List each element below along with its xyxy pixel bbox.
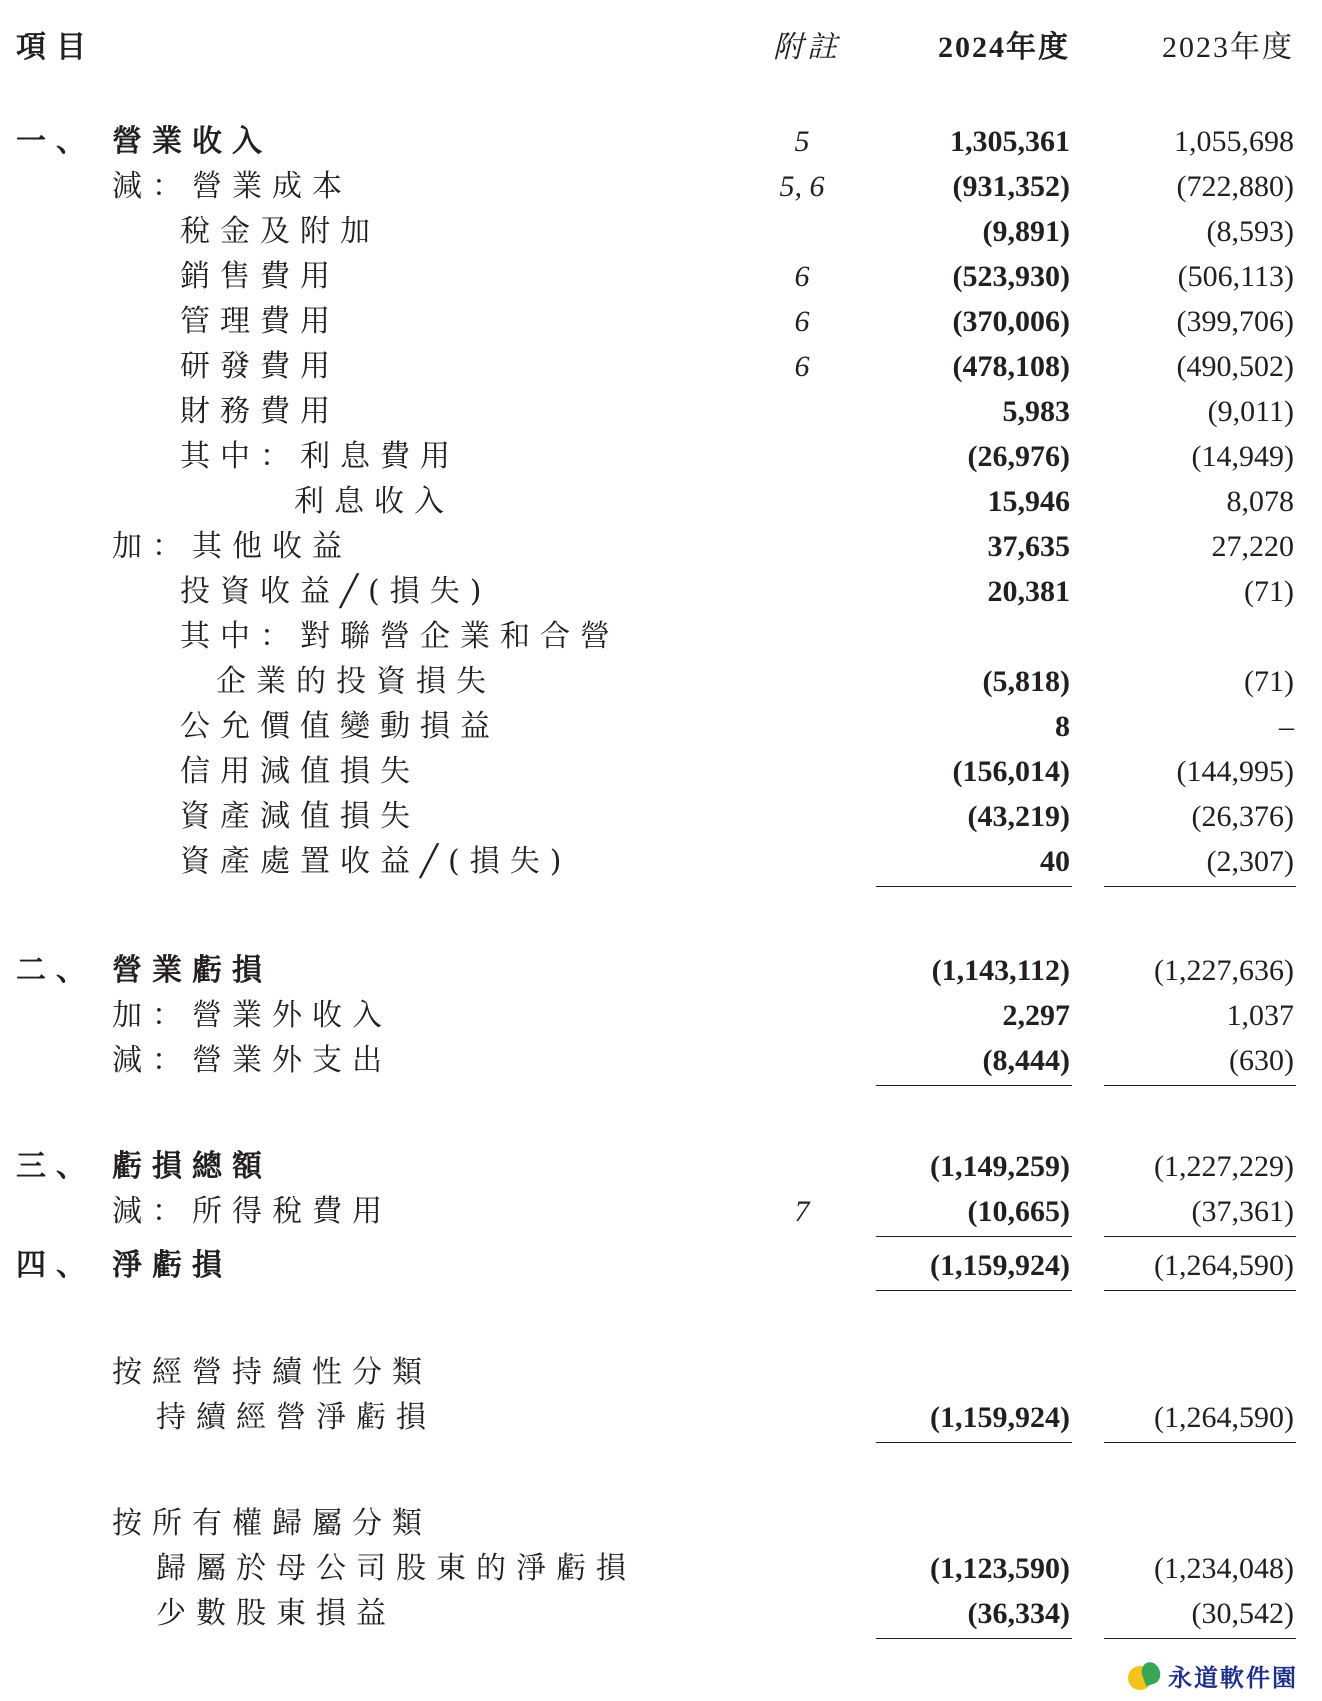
- row-label: 加：其他收益: [112, 529, 352, 564]
- row-number: 三、: [16, 1149, 96, 1184]
- value-2023: (30,542): [1191, 1597, 1294, 1630]
- underline-2023: [1104, 1638, 1296, 1639]
- underline-2023: [1104, 1442, 1296, 1443]
- row-label: 信用減值損失: [180, 754, 420, 789]
- row-note: 6: [794, 260, 810, 293]
- row-label: 財務費用: [180, 394, 340, 429]
- row-note: 5: [794, 125, 810, 158]
- value-2024: (5,818): [982, 665, 1070, 698]
- row-label: 減：所得稅費用: [112, 1194, 392, 1229]
- value-2024: 37,635: [987, 530, 1070, 563]
- value-2024: (523,930): [952, 260, 1070, 293]
- row-label: 減：營業成本: [112, 169, 352, 204]
- row-label: 虧損總額: [112, 1149, 272, 1184]
- value-2024: 5,983: [1002, 395, 1070, 428]
- row-number: 四、: [16, 1248, 96, 1283]
- watermark-text: 永道軟件園: [1168, 1663, 1298, 1692]
- value-2024: 20,381: [987, 575, 1070, 608]
- value-2023: (8,593): [1206, 215, 1294, 248]
- value-2024: (1,149,259): [930, 1150, 1070, 1183]
- row-label: 其中：對聯營企業和合營: [180, 619, 620, 654]
- value-2024: (10,665): [967, 1195, 1070, 1228]
- underline-2023: [1104, 1236, 1296, 1237]
- value-2023: (399,706): [1176, 305, 1294, 338]
- value-2023: (26,376): [1191, 800, 1294, 833]
- header-year-current: 2024年度: [938, 31, 1070, 64]
- underline-2024: [876, 1638, 1072, 1639]
- value-2024: (9,891): [982, 215, 1070, 248]
- row-label: 按經營持續性分類: [112, 1355, 432, 1390]
- value-2023: (1,227,636): [1154, 954, 1294, 987]
- value-2024: (43,219): [967, 800, 1070, 833]
- row-label: 其中：利息費用: [180, 439, 460, 474]
- row-note: 7: [794, 1195, 810, 1228]
- row-label: 研發費用: [180, 349, 340, 384]
- underline-2024: [876, 1085, 1072, 1086]
- row-label: 投資收益╱(損失): [180, 574, 492, 609]
- value-2023: (1,264,590): [1154, 1401, 1294, 1434]
- underline-2023: [1104, 1290, 1296, 1291]
- value-2024: 15,946: [987, 485, 1070, 518]
- row-label: 資產減值損失: [180, 799, 420, 834]
- underline-2024: [876, 886, 1072, 887]
- header-note: 附註: [773, 31, 841, 64]
- underline-2023: [1104, 1085, 1296, 1086]
- watermark-logo: [1128, 1655, 1298, 1695]
- value-2023: (1,264,590): [1154, 1249, 1294, 1282]
- row-number: 一、: [16, 124, 96, 159]
- value-2024: 2,297: [1002, 999, 1070, 1032]
- value-2023: (9,011): [1207, 395, 1294, 428]
- value-2023: 27,220: [1211, 530, 1294, 563]
- value-2024: (1,143,112): [931, 954, 1070, 987]
- value-2023: (14,949): [1191, 440, 1294, 473]
- row-label: 加：營業外收入: [112, 998, 392, 1033]
- row-label: 管理費用: [180, 304, 340, 339]
- row-label: 利息收入: [294, 484, 454, 519]
- row-number: 二、: [16, 953, 96, 988]
- value-2024: 8: [1055, 710, 1070, 743]
- value-2024: 40: [1040, 845, 1070, 878]
- value-2023: (630): [1229, 1044, 1294, 1077]
- underline-2024: [876, 1290, 1072, 1291]
- value-2023: (144,995): [1176, 755, 1294, 788]
- header-year-prior: 2023年度: [1162, 31, 1294, 64]
- row-label: 稅金及附加: [180, 214, 380, 249]
- underline-2023: [1104, 886, 1296, 887]
- header-item: 項目: [16, 30, 96, 65]
- value-2023: (490,502): [1176, 350, 1294, 383]
- value-2023: (71): [1244, 575, 1294, 608]
- value-2023: (1,234,048): [1154, 1552, 1294, 1585]
- row-label: 持續經營淨虧損: [156, 1400, 436, 1435]
- underline-2024: [876, 1236, 1072, 1237]
- value-2024: (156,014): [952, 755, 1070, 788]
- value-2023: (2,307): [1206, 845, 1294, 878]
- value-2024: (1,123,590): [930, 1552, 1070, 1585]
- leaf-logo-icon: [1128, 1660, 1162, 1690]
- value-2024: (1,159,924): [930, 1249, 1070, 1282]
- value-2024: (370,006): [952, 305, 1070, 338]
- value-2023: (722,880): [1176, 170, 1294, 203]
- row-note: 5, 6: [779, 170, 825, 203]
- value-2024: 1,305,361: [950, 125, 1070, 158]
- value-2023: 1,055,698: [1174, 125, 1294, 158]
- row-label: 企業的投資損失: [216, 664, 496, 699]
- row-label: 減：營業外支出: [112, 1043, 392, 1078]
- value-2023: 8,078: [1226, 485, 1294, 518]
- row-label: 歸屬於母公司股東的淨虧損: [156, 1551, 636, 1586]
- row-label: 公允價值變動損益: [180, 709, 500, 744]
- value-2023: 1,037: [1226, 999, 1294, 1032]
- row-note: 6: [794, 305, 810, 338]
- row-label: 淨虧損: [112, 1248, 232, 1283]
- row-label: 營業收入: [112, 124, 272, 159]
- value-2023: (37,361): [1191, 1195, 1294, 1228]
- value-2024: (931,352): [952, 170, 1070, 203]
- row-label: 按所有權歸屬分類: [112, 1506, 432, 1541]
- value-2023: (506,113): [1177, 260, 1294, 293]
- value-2024: (26,976): [967, 440, 1070, 473]
- value-2023: (71): [1244, 665, 1294, 698]
- underline-2024: [876, 1442, 1072, 1443]
- row-label: 營業虧損: [112, 953, 272, 988]
- value-2024: (36,334): [967, 1597, 1070, 1630]
- value-2023: (1,227,229): [1154, 1150, 1294, 1183]
- value-2024: (478,108): [952, 350, 1070, 383]
- value-2024: (1,159,924): [930, 1401, 1070, 1434]
- row-note: 6: [794, 350, 810, 383]
- row-label: 銷售費用: [180, 259, 340, 294]
- row-label: 少數股東損益: [156, 1596, 396, 1631]
- row-label: 資產處置收益╱(損失): [180, 844, 572, 879]
- value-2024: (8,444): [982, 1044, 1070, 1077]
- value-2023: –: [1279, 710, 1294, 743]
